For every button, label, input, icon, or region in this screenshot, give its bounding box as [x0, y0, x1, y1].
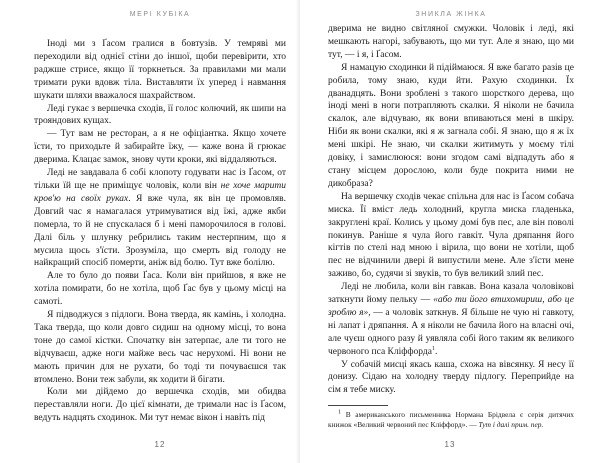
- paragraph: Леді не завдавала б собі клопоту годувати нас із Ґасом, от тільки їй ще не приміщує чоловік, коли він не хоче марити кров'ю на своїх руках. Я вже чула, як він це промовляв. Довгий час я намагалася утримуватися від їжі, адже якби померла, то й не спускалася б і мені паморочилося в голові. Далі біль у шлунку ребрились таким нестерпним, що я мусила щось з'їсти. Зрозуміла, що смерть від голоду не найкращий спосіб померти, аніж від болю. Тут вже болілю.: [34, 168, 286, 269]
- footnote-marker: 1: [431, 345, 435, 352]
- right-page-body: [328, 23, 574, 397]
- footnote-rule: [328, 405, 388, 406]
- paragraph: Коли ми дійдемо до вершечка сходів, ми обидва переставляли ноги. До цієї кімнати, де тримали нас із Ґасом, ведуть надцять сходинок. Ми тут немає вікон і навіть під: [34, 387, 286, 424]
- running-head-title: ЗНИКЛА ЖІНКА: [415, 11, 487, 18]
- right-page: [300, 0, 600, 463]
- paragraph: Я підводжуся з підлоги. Вона тверда, як камінь, і холодна. Така тверда, що коли довго сидиш на одному місці, то вона тоне до самої кістки. Спочатку він затерпає, але ти того не відчуваєш, адже ноги майже весь час нерухомі. Ні вони не мають причин для не рухати, бо тоді ти почуваєшся так втомлено. Вони теж забули, як ходити й бігати.: [34, 310, 286, 385]
- paragraph: — Тут вам не ресторан, а я не офіціантка. Якщо хочете їсти, то приходьте й забирайте їжу, — каже вона й грюкає дверима. Клацає замок, знову чути кроки, які віддаляються.: [34, 129, 286, 166]
- paragraph: Іноді ми з Ґасом гралися в бовтузів. У темряві ми переходили від однієї стіни до іншої, щоби перевірити, хто раджше стрисе, якщо її торкнеться. За правилами ми мали тримати руки вдовж тіла. Виставляти їх уперед і навмання шукати шляхи вважалося шахрайством.: [34, 39, 286, 101]
- paragraph: Леді не любила, коли він гавкав. Вона казала чоловікові заткнути йому пельку — «або ти його втихомириш, або це зроблю я», — а чоловік заткнув. Я більше не чую ні гавкоту, ні лапат і дряпання. А я ніколи не бачила його на власні очі, але чуєш одного разу й уявляла собі його таким як великого червоного пса Кліффорда$^1$.: [328, 282, 574, 357]
- paragraph: На вершечку сходів чекає спільна для нас із Ґасом собача миска. Її вміст ледь холодний, кругла миска гладенька, закруглені краї. Колись у цьому домі був пес, але він поволі покинув. Раніше я чула його гавкіт. Чула дряпання його кігтів по стелі над мною і вірила, що вони не хотіли, щоб пес не відчинили двері й випустили мене. Але з'їсти мене заживо, бо, судячи зі звуків, то був великий злий пес.: [328, 191, 574, 280]
- paragraph: Я намацую сходинки й підіймаюся. Я вже багато разів це робила, тому знаю, куди йти. Рахую сходинки. Їх дванадцять. Вони зроблені з такого шорсткого дерева, що іноді мені в ноги потрапляють скалки. Я ніколи не бачила скалок, але відчуваю, як вони впиваються мені в шкіру. Ніби як вони скалки, які я ж загнала собі. Я знаю, що я ж їх мені шкірі. Не знаю, чи скалки житимуть у моєму тілі довіку, і замислююся: вони згодом самі відпадуть або я стану місцем дорослою, коли буде покрита ними не дикобраза?: [328, 62, 574, 189]
- paragraph: У собачій мисці якась каша, схожа на вівсянку. Я несу її донизу. Сідаю на холодну тверду підлогу. Переприйде на сім я тебе миску.: [328, 359, 574, 396]
- page-number-left: 12: [154, 440, 166, 449]
- paragraph: Але то було до появи Ґаса. Коли він прийшов, я вже не хотіла помирати, бо не хотіла, щоб Ґас був у цьому місці на самоті.: [34, 271, 286, 308]
- paragraph: Леді гукає з вершечка сходів, її голос колючий, як шипи на трояндових кущах.: [34, 103, 286, 127]
- page-number-right: 13: [444, 440, 456, 449]
- italic-phrase: не хоче марити кров'ю на своїх руках: [34, 180, 286, 204]
- running-head-author: МЕРІ КУБІКА: [129, 11, 191, 18]
- paragraph: дверима не видно світляної смужки. Чоловік і леді, які мешкають нагорі, забувають, що ми тут. Але я знаю, що ми тут, — і я, і Ґасом.: [328, 24, 574, 60]
- footnote: $^1$ В американського письменника Нормана Брідвела є серія дитячих книжок «Великий червоний пес Кліффорд». — Тут і далі прим. пер.: [328, 409, 574, 430]
- left-page-body: [34, 38, 286, 425]
- italic-phrase: «або ти його втихомириш, або це зроблю я»: [328, 295, 574, 318]
